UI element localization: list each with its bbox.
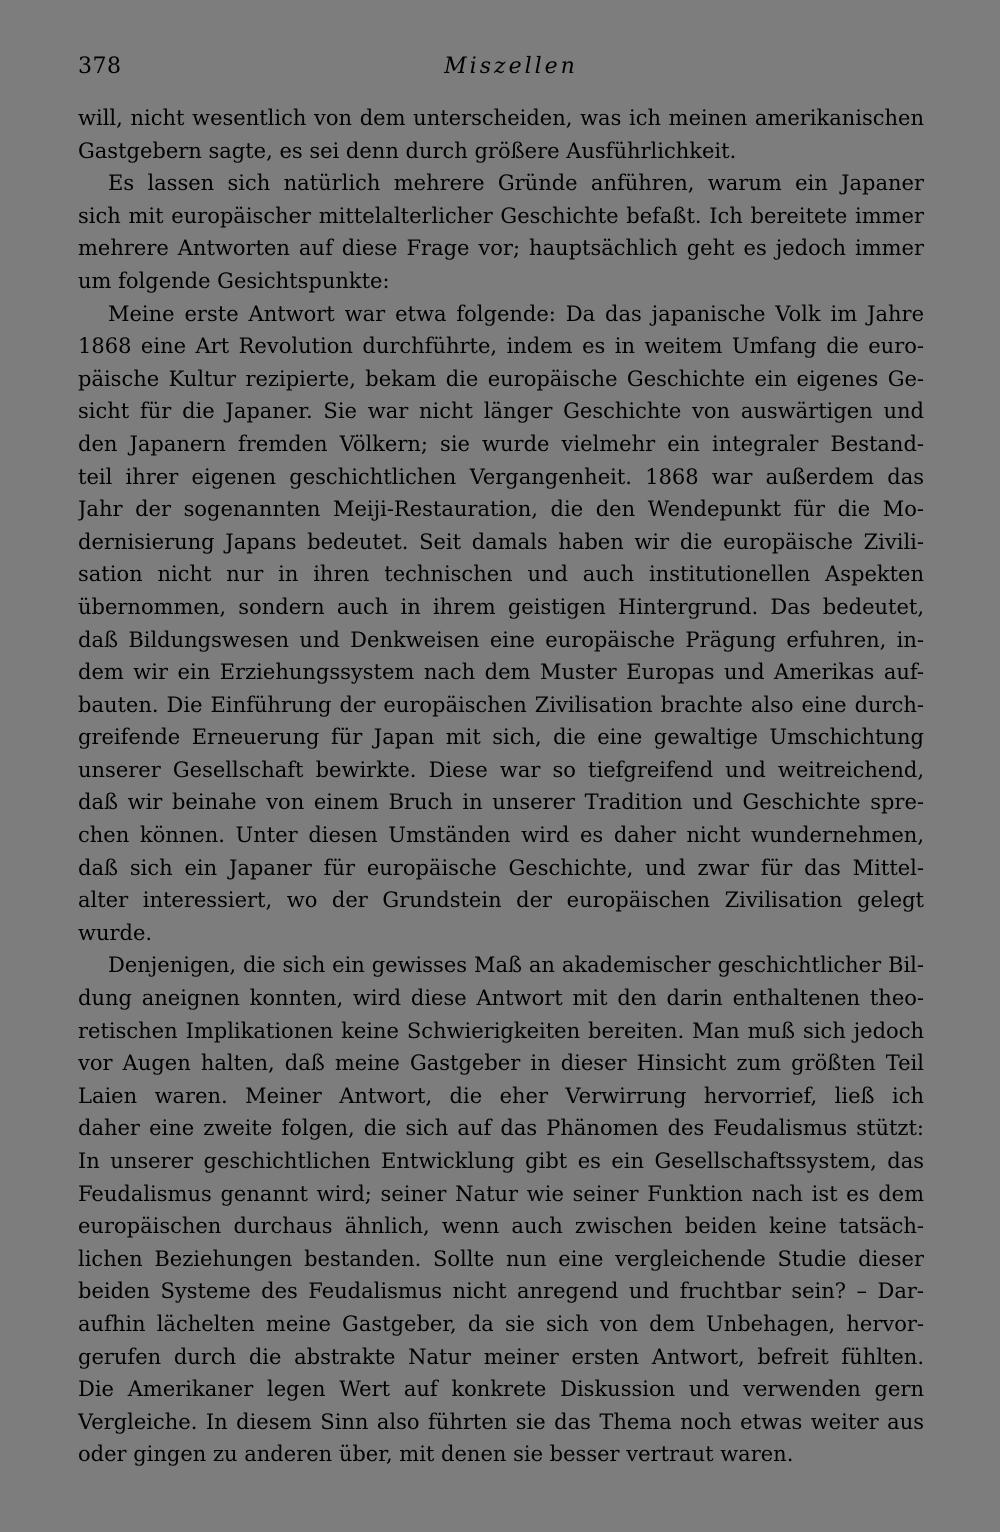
text-line: mehrere Antworten auf diese Frage vor; hauptsächlich geht es jedoch immer: [78, 236, 924, 261]
text-line: Es lassen sich natürlich mehrere Gründe anführen, warum ein Japaner: [108, 171, 924, 196]
text-line: greifende Erneuerung für Japan mit sich, die eine gewaltige Umschichtung: [78, 725, 924, 750]
text-line: sich mit europäischer mittelalterlicher Geschichte befaßt. Ich bereitete immer: [78, 203, 924, 228]
text-line: alter interessiert, wo der Grundstein der europäischen Zivilisation gelegt: [78, 888, 924, 913]
paragraph: [78, 167, 924, 297]
paragraph: [78, 949, 924, 1471]
text-line: vor Augen halten, daß meine Gastgeber in dieser Hinsicht zum größten Teil: [78, 1051, 924, 1076]
page-number: 378: [78, 54, 122, 79]
text-line: teil ihrer eigenen geschichtlichen Vergangenheit. 1868 war außerdem das: [78, 464, 924, 489]
running-head: [78, 48, 924, 88]
text-line: daß Bildungswesen und Denkweisen eine europäische Prägung erfuhren, in-: [78, 627, 924, 652]
text-line: 1868 eine Art Revolution durchführte, indem es in weitem Umfang die euro-: [78, 334, 924, 359]
text-line: dung aneignen konnten, wird diese Antwort mit den darin enthaltenen theo-: [78, 986, 924, 1011]
text-line: Laien waren. Meiner Antwort, die eher Verwirrung hervorrief, ließ ich: [78, 1083, 924, 1108]
text-line: beiden Systeme des Feudalismus nicht anregend und fruchtbar sein? – Dar-: [78, 1279, 924, 1304]
paragraph: [78, 298, 924, 950]
text-line: sation nicht nur in ihren technischen und auch institutionellen Aspekten: [78, 562, 924, 587]
text-line: päische Kultur rezipierte, bekam die europäische Geschichte ein eigenes Ge-: [78, 366, 924, 391]
text-line: dernisierung Japans bedeutet. Seit damals haben wir die europäische Zivili-: [78, 529, 924, 554]
paragraph: [78, 102, 924, 167]
text-line: übernommen, sondern auch in ihrem geistigen Hintergrund. Das bedeutet,: [78, 594, 924, 619]
body-text: [78, 102, 924, 1471]
text-line: will, nicht wesentlich von dem unterscheiden, was ich meinen amerikanischen: [78, 106, 924, 130]
text-line: aufhin lächelten meine Gastgeber, da sie sich von dem Unbehagen, hervor-: [78, 1311, 924, 1336]
text-line: sicht für die Japaner. Sie war nicht länger Geschichte von auswärtigen und: [78, 399, 924, 424]
text-line: Die Amerikaner legen Wert auf konkrete Diskussion und verwenden gern: [78, 1377, 924, 1402]
book-page: [78, 48, 924, 1471]
text-line: gerufen durch die abstrakte Natur meiner ersten Antwort, befreit fühlten.: [78, 1344, 924, 1369]
text-line: wurde.: [78, 920, 153, 945]
text-line: um folgende Gesichtspunkte:: [78, 268, 390, 293]
text-line: daher eine zweite folgen, die sich auf das Phänomen des Feudalismus stützt:: [78, 1116, 924, 1141]
text-line: lichen Beziehungen bestanden. Sollte nun eine vergleichende Studie dieser: [78, 1246, 924, 1271]
text-line: In unserer geschichtlichen Entwicklung gibt es ein Gesellschaftssystem, das: [78, 1149, 924, 1173]
text-line: Gastgebern sagte, es sei denn durch größere Ausführlichkeit.: [78, 138, 737, 163]
text-line: daß wir beinahe von einem Bruch in unserer Tradition und Geschichte spre-: [78, 790, 924, 815]
text-line: Meine erste Antwort war etwa folgende: Da das japanische Volk im Jahre: [108, 301, 924, 326]
text-line: retischen Implikationen keine Schwierigkeiten bereiten. Man muß sich jedoch: [78, 1018, 924, 1043]
text-line: Vergleiche. In diesem Sinn also führten sie das Thema noch etwas weiter aus: [78, 1409, 924, 1434]
text-line: Jahr der sogenannten Meiji-Restauration, die den Wendepunkt für die Mo-: [78, 497, 924, 522]
text-line: daß sich ein Japaner für europäische Geschichte, und zwar für das Mittel-: [78, 855, 924, 880]
text-line: dem wir ein Erziehungssystem nach dem Muster Europas und Amerikas auf-: [78, 660, 924, 685]
section-title: Miszellen: [444, 54, 578, 79]
text-line: bauten. Die Einführung der europäischen Zivilisation brachte also eine durch-: [78, 692, 924, 717]
text-line: europäischen durchaus ähnlich, wenn auch zwischen beiden keine tatsäch-: [78, 1214, 924, 1239]
text-line: chen können. Unter diesen Umständen wird es daher nicht wundernehmen,: [78, 823, 924, 848]
text-line: den Japanern fremden Völkern; sie wurde vielmehr ein integraler Bestand-: [78, 431, 924, 456]
text-line: Denjenigen, die sich ein gewisses Maß an akademischer geschichtlicher Bil-: [108, 953, 924, 978]
text-line: unserer Gesellschaft bewirkte. Diese war so tiefgreifend und weitreichend,: [78, 757, 924, 782]
text-line: Feudalismus genannt wird; seiner Natur wie seiner Funktion nach ist es dem: [78, 1181, 924, 1206]
text-line: oder gingen zu anderen über, mit denen sie besser vertraut waren.: [78, 1442, 794, 1467]
